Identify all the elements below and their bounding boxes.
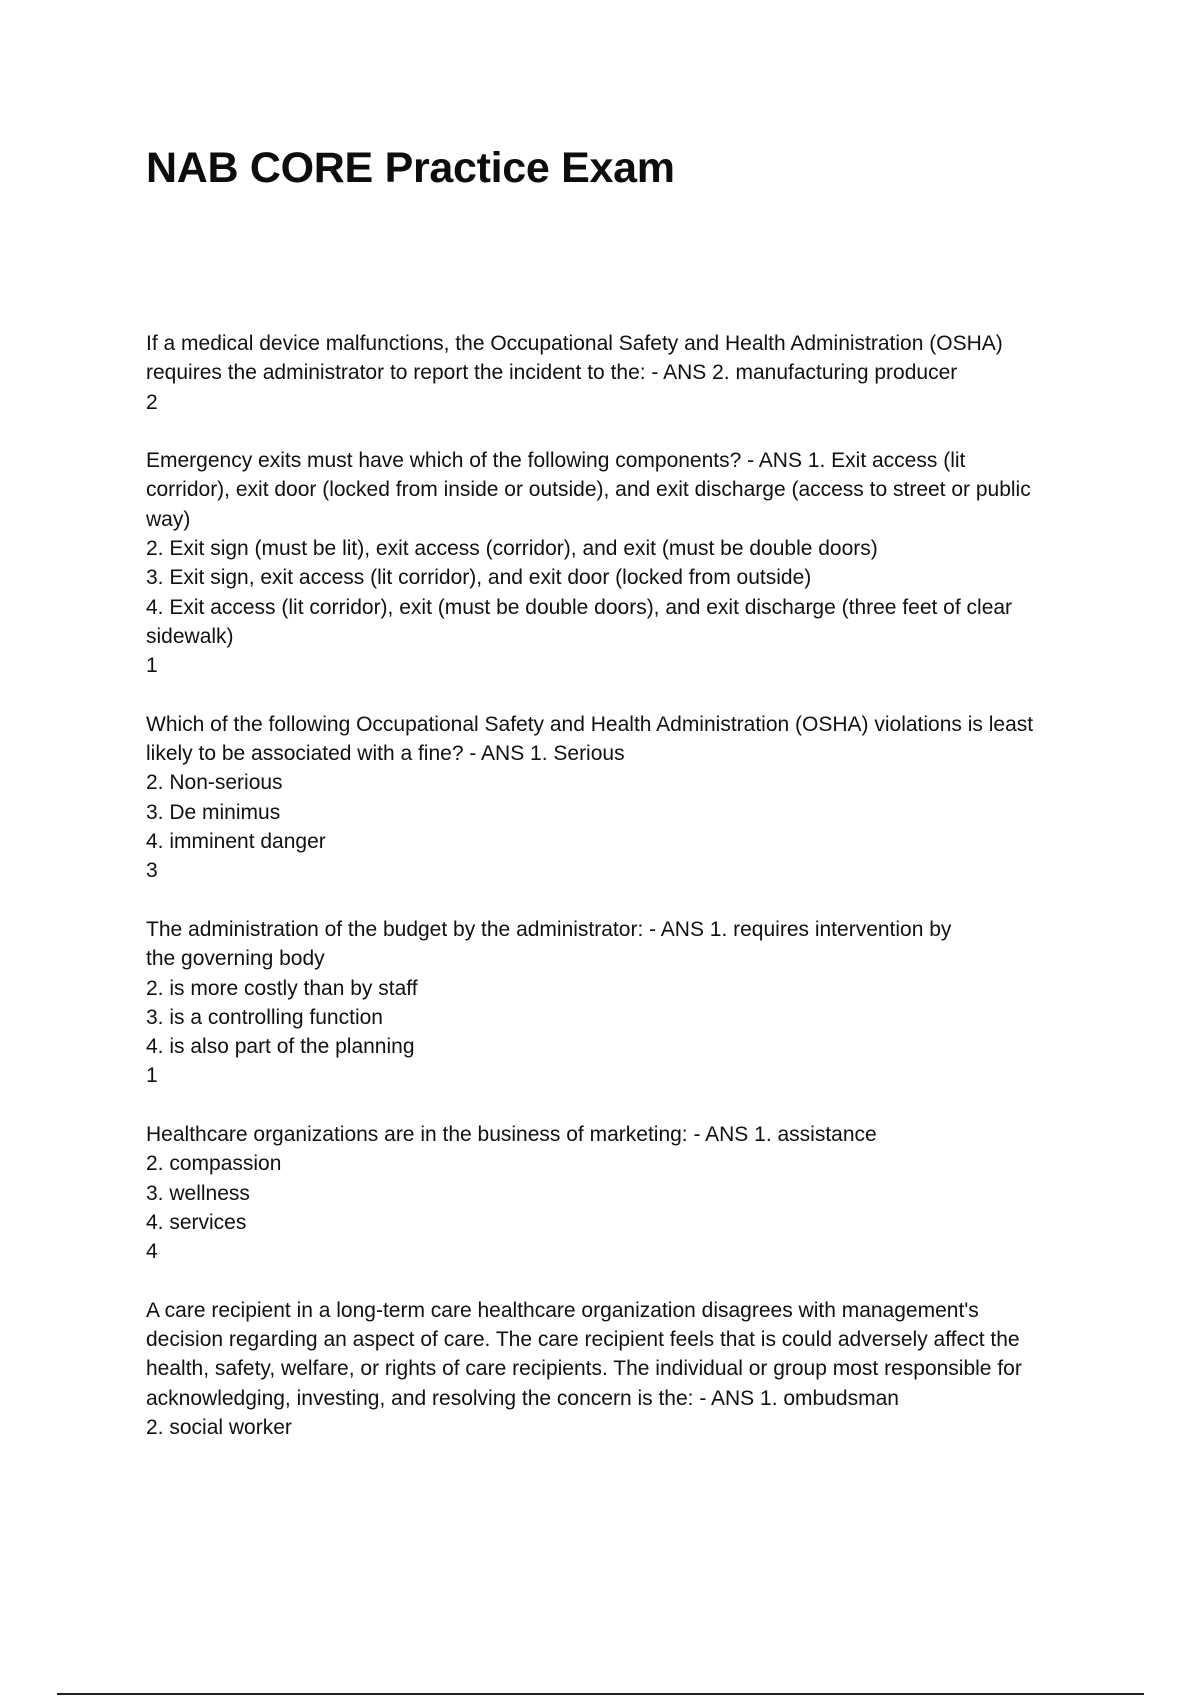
question-3: Which of the following Occupational Safety and Health Administration (OSHA) violations is least likely to be associated with a fine? - ANS 1. Serious 2. Non-serious 3. De minimus 4. imminent danger 3	[146, 712, 1034, 883]
question-list	[146, 329, 1096, 1472]
question-4: The administration of the budget by the administrator: - ANS 1. requires intervention by the governing body 2. is more costly than by staff 3. is a controlling function 4. is also part of the planning 1	[146, 917, 952, 1088]
question-1: If a medical device malfunctions, the Occupational Safety and Health Administration (OSHA) requires the administrator to report the incident to the: - ANS 2. manufacturing producer 2	[146, 332, 1003, 414]
question-6: A care recipient in a long-term care healthcare organization disagrees with management's decision regarding an aspect of care. The care recipient feels that is could adversely affect the health, safety, welfare, or rights of care recipients. The individual or group most responsible for acknowledging, investing, and resolving the concern is the: - ANS 1. ombudsman 2. social worker	[146, 1298, 1022, 1439]
question-2: Emergency exits must have which of the following components? - ANS 1. Exit access (lit corridor), exit door (locked from inside or outside), and exit discharge (access to street or public way) 2. Exit sign (must be lit), exit access (corridor), and exit (must be double doors) 3. Exit sign, exit access (lit corridor), and exit door (locked from outside) 4. Exit access (lit corridor), exit (must be double doors), and exit discharge (three feet of clear sidewalk) 1	[146, 449, 1031, 678]
page-title: NAB CORE Practice Exam	[146, 144, 675, 192]
question-5: Healthcare organizations are in the business of marketing: - ANS 1. assistance 2. compassion 3. wellness 4. services 4	[146, 1123, 877, 1264]
footer-divider	[57, 1693, 1144, 1695]
